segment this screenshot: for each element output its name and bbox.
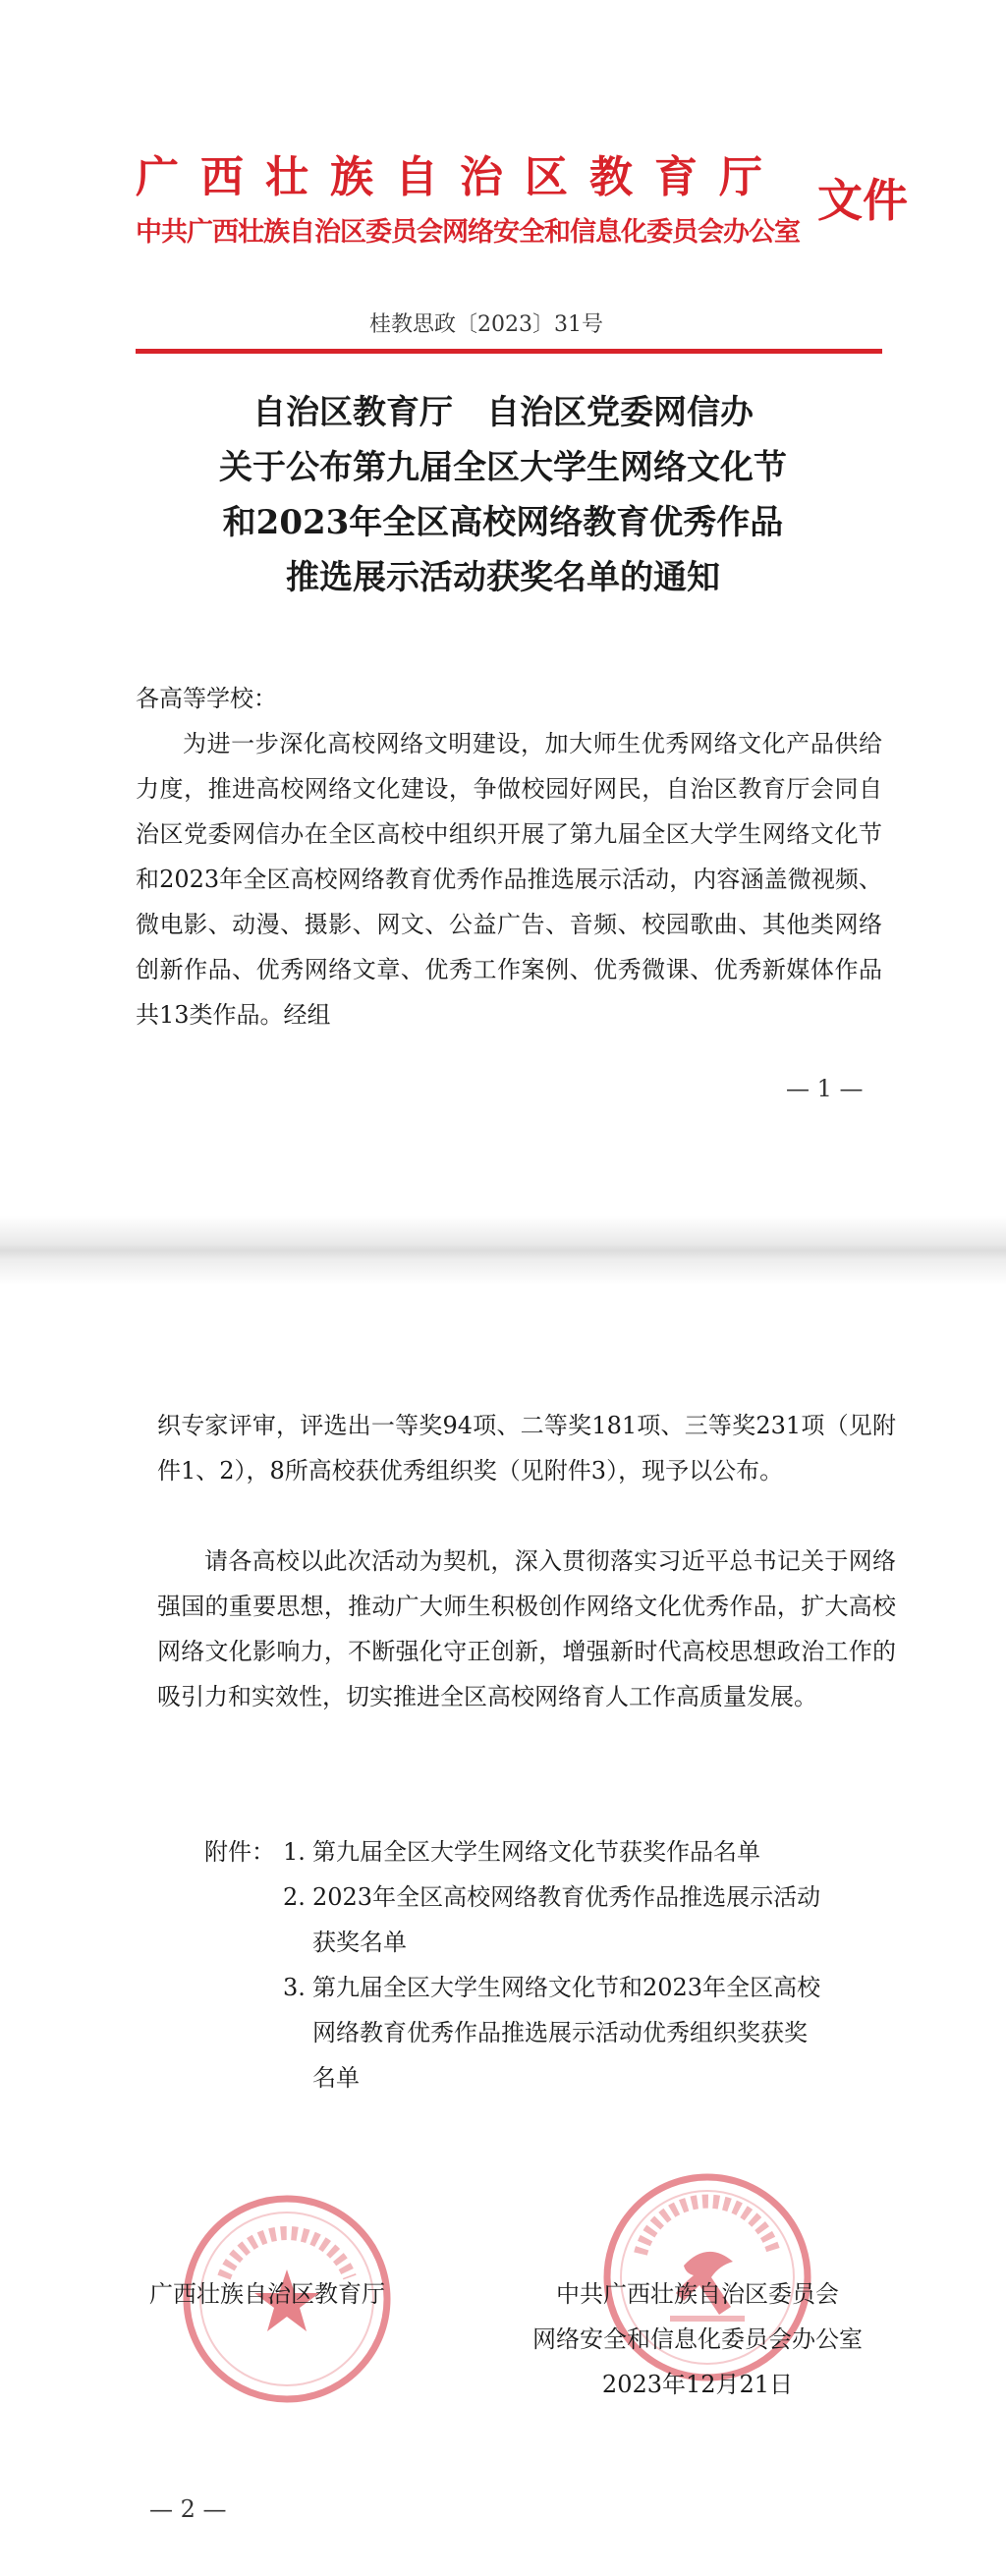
salutation: 各高等学校： <box>136 685 277 712</box>
red-divider <box>136 349 882 354</box>
issuer-header-line2: 中共广西壮族自治区委员会网络安全和信息化委员会办公室 <box>136 217 800 248</box>
notice-title <box>0 385 1006 605</box>
attachment-3-line-3: 名单 <box>312 2064 360 2092</box>
title-line-1: 自治区教育厅 自治区党委网信办 <box>252 393 754 432</box>
attachments-label: 附件： <box>204 1838 275 1866</box>
page-number-1: — 1 — <box>786 1075 864 1102</box>
issuer-signature-2-line-2: 网络安全和信息化委员会办公室 <box>532 2325 863 2353</box>
attachment-2-line-2: 获奖名单 <box>312 1929 407 1956</box>
attachment-3 <box>312 1965 820 2100</box>
attachment-1: 第九届全区大学生网络文化节获奖作品名单 <box>312 1838 760 1866</box>
document-number: 桂教思政〔2023〕31号 <box>369 312 603 337</box>
attachment-3-number: 3. <box>283 1974 306 2001</box>
title-line-4: 推选展示活动获奖名单的通知 <box>286 558 720 597</box>
page-separator <box>0 1216 1006 1285</box>
issuer-signature-2 <box>511 2271 884 2407</box>
signature-date: 2023年12月21日 <box>601 2371 794 2398</box>
body-paragraph-2: 请各高校以此次活动为契机，深入贯彻落实习近平总书记关于网络强国的重要思想，推动广大师生积极创作网络文化优秀作品，扩大高校网络文化影响力，不断强化守正创新，增强新时代高校思想政治工作的吸引力和实效性，切实推进全区高校网络育人工作高质量发展。 <box>157 1547 896 1710</box>
attachment-2-line-1: 2023年全区高校网络教育优秀作品推选展示活动 <box>312 1883 821 1911</box>
issuer-signature-1: 广西壮族自治区教育厅 <box>149 2280 385 2308</box>
issuer-signature-2-line-1: 中共广西壮族自治区委员会 <box>556 2280 839 2308</box>
body-paragraph-1: 为进一步深化高校网络文明建设，加大师生优秀网络文化产品供给力度，推进高校网络文化建设，争做校园好网民，自治区教育厅会同自治区党委网信办在全区高校中组织开展了第九届全区大学生网络文化节和2023年全区高校网络教育优秀作品推选展示活动，内容涵盖微视频、微电影、动漫、摄影、网文、公益广告、音频、校园歌曲、其他类网络创新作品、优秀网络文章、优秀工作案例、优秀微课、优秀新媒体作品共13类作品。经组 <box>136 730 882 1029</box>
attachment-1-number: 1. <box>283 1838 306 1866</box>
title-line-3: 和2023年全区高校网络教育优秀作品 <box>222 503 784 542</box>
body-paragraph-1-continued: 织专家评审，评选出一等奖94项、二等奖181项、三等奖231项（见附件1、2），8所高校获优秀组织奖（见附件3），现予以公布。 <box>157 1412 896 1484</box>
title-line-2: 关于公布第九届全区大学生网络文化节 <box>219 448 787 487</box>
page-number-2: — 2 — <box>149 2495 227 2523</box>
issuer-header-line1: 广西壮族自治区教育厅 <box>136 152 784 202</box>
attachment-2 <box>312 1875 820 1965</box>
attachment-2-number: 2. <box>283 1883 306 1911</box>
attachment-3-line-2: 网络教育优秀作品推选展示活动优秀组织奖获奖 <box>312 2019 808 2046</box>
attachment-3-line-1: 第九届全区大学生网络文化节和2023年全区高校 <box>312 1974 821 2001</box>
document-type-label: 文件 <box>817 174 908 227</box>
